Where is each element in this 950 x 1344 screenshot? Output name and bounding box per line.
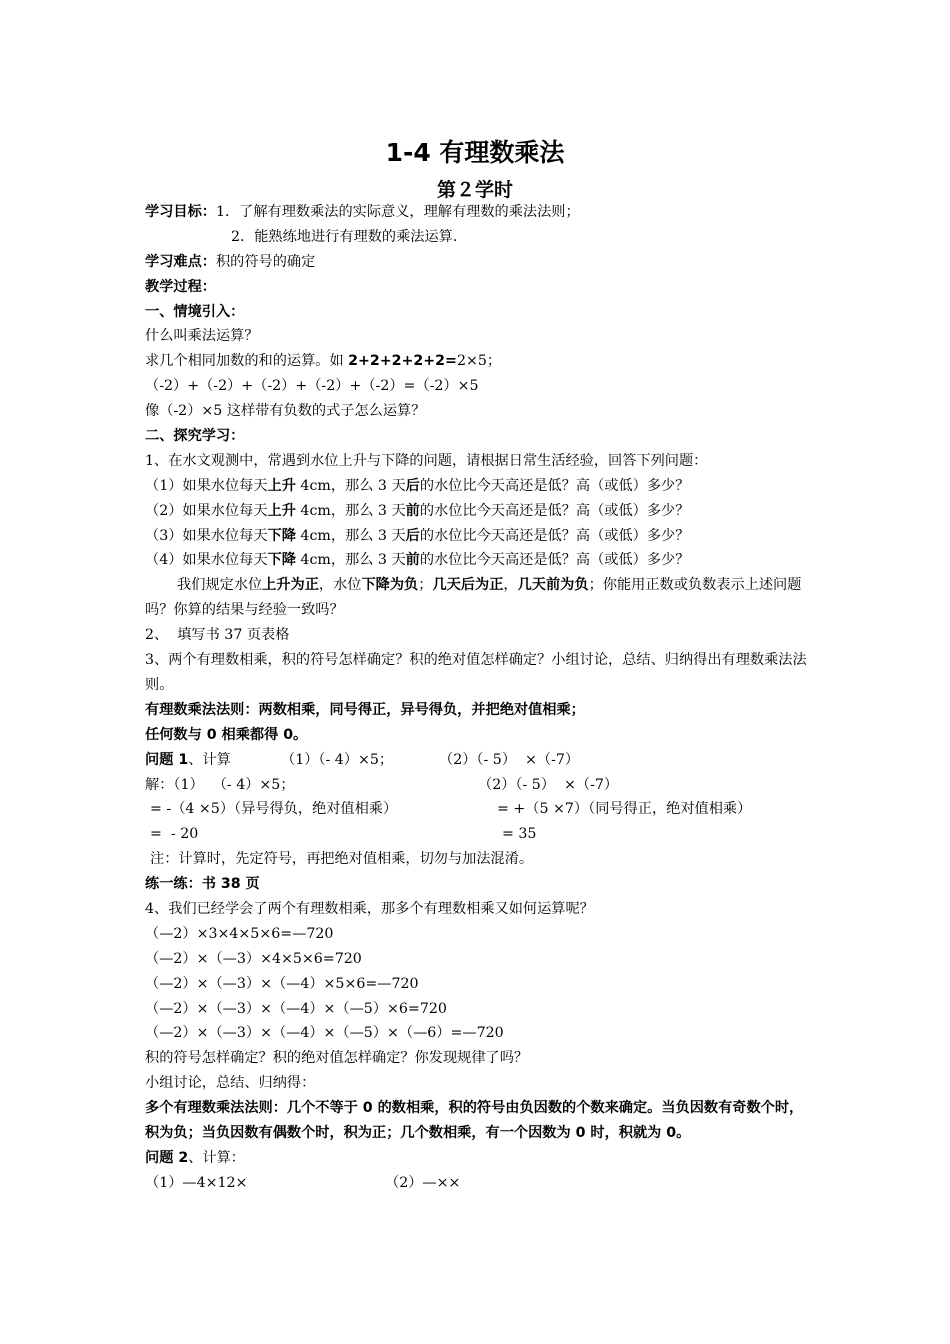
goal-item-1: 1．了解有理数乘法的实际意义，理解有理数的乘法法则；	[215, 204, 580, 220]
problem1-label: 问题 1	[145, 751, 189, 768]
problem1-expr2: （2）（- 5） ×（-7）	[439, 751, 580, 768]
question-item-text: 的水位比今天高还是低？高（或低）多少？	[419, 477, 690, 494]
goal-item-2: 2．能熟练地进行有理数的乘法运算.	[231, 228, 458, 245]
question-item-keyword: 前	[405, 502, 420, 519]
question-item-text: （1）如果水位每天	[145, 477, 268, 494]
problem2-exprs	[145, 1171, 815, 1196]
question-item-keyword: 前	[405, 552, 420, 569]
question-item-text: 4cm，那么 3 天	[295, 477, 406, 494]
question-item-1	[145, 474, 815, 499]
question-item-keyword: 上升	[267, 502, 296, 519]
question-item-3	[145, 524, 815, 549]
section1-q2-text: 求几个相同加数的和的运算。如	[145, 353, 349, 370]
section2-p2: 2、 填写书 37 页表格	[145, 627, 290, 644]
section1-q3: （-2）+（-2）+（-2）+（-2）+（-2）=（-2）×5	[145, 378, 479, 395]
question-item-keyword: 下降	[267, 552, 296, 569]
section2-heading	[145, 424, 815, 449]
goals-line-1	[145, 200, 815, 225]
rule-text: ，水位	[318, 577, 362, 594]
sign-rule-paragraph	[145, 573, 815, 623]
section4-question: 积的符号怎样确定？积的绝对值怎样确定？你发现规律了吗？	[145, 1050, 529, 1067]
section4-discuss: 小组讨论，总结、归纳得：	[145, 1075, 316, 1092]
problem2-expr1: （1）—4×12×	[145, 1174, 248, 1191]
question-item-text: 的水位比今天高还是低？高（或低）多少？	[419, 502, 690, 519]
section1-q4: 像（-2）×5 这样带有负数的式子怎么运算？	[145, 403, 426, 420]
page-title: 1-4 有理数乘法	[385, 138, 565, 167]
process-heading	[145, 275, 815, 300]
difficulty-label: 学习难点：	[145, 253, 216, 270]
section1-q2-sum: 2+2+2+2+2=	[348, 353, 457, 370]
question-item-text: 4cm，那么 3 天	[295, 552, 406, 569]
section1-heading-text: 一、情境引入：	[145, 303, 245, 320]
law-text: 任何数与 0 相乘都得 0。	[145, 726, 308, 743]
goals-label: 学习目标：	[145, 204, 216, 220]
problem1-suffix: 、计算	[188, 751, 231, 768]
question-item-text: （4）如果水位每天	[145, 552, 268, 569]
practice-text: 练一练：书 38 页	[145, 876, 260, 893]
solution-right: = +（5 ×7）（同号得正，绝对值相乘）	[497, 801, 752, 818]
solution-line-3	[145, 822, 815, 847]
question-item-keyword: 上升	[267, 477, 296, 494]
section2-heading-text: 二、探究学习：	[145, 428, 245, 445]
solution-line-1	[145, 773, 815, 798]
solution-left: 解：（1） （- 4）×5；	[145, 776, 295, 793]
solution-right: （2）（- 5） ×（-7）	[478, 776, 619, 793]
expression-row: （—2）×（—3）×4×5×6=720	[145, 950, 362, 967]
problem2-line	[145, 1146, 815, 1171]
solution-line-2	[145, 797, 815, 822]
rule-text: ；你能用正数或负数表示上述问题吗？你算的结果与经验一致吗？	[145, 577, 802, 619]
problem2-expr2: （2）—××	[385, 1174, 461, 1191]
rule-text: 我们规定水位	[177, 577, 263, 594]
multiplication-law-1	[145, 698, 815, 723]
section4-p4: 4、我们已经学会了两个有理数相乘，那多个有理数相乘又如何运算呢？	[145, 901, 594, 917]
rule-keyword: 上升为正	[262, 577, 319, 594]
problem1-line	[145, 748, 815, 773]
expression-row: （—2）×（—3）×（—4）×（—5）×（—6）=—720	[145, 1025, 504, 1042]
rule-keyword: 下降为负	[361, 577, 419, 594]
rule-keyword: 几天后为正	[432, 577, 504, 594]
section1-heading	[145, 300, 815, 325]
section2-p3: 3、两个有理数相乘，积的符号怎样确定？积的绝对值怎样确定？小组讨论，总结、归纳得出有理数乘法法则。	[145, 652, 807, 693]
question-item-keyword: 下降	[267, 527, 296, 544]
problem2-label: 问题 2	[145, 1149, 189, 1166]
difficulty-text: 积的符号的确定	[215, 253, 316, 270]
question-item-4	[145, 548, 815, 573]
rule-text: ，	[503, 577, 518, 594]
multi-factor-law	[145, 1096, 815, 1146]
problem2-suffix: 、计算：	[188, 1149, 245, 1166]
document-body	[145, 200, 815, 1196]
question-item-text: 4cm，那么 3 天	[295, 527, 406, 544]
rule-keyword: 几天前为负	[517, 577, 589, 594]
expression-row: （—2）×3×4×5×6=—720	[145, 925, 334, 942]
multiplication-law-2	[145, 723, 815, 748]
question-item-text: 的水位比今天高还是低？高（或低）多少？	[419, 552, 690, 569]
section1-q2	[145, 349, 815, 374]
question-item-text: 4cm，那么 3 天	[295, 502, 406, 519]
law-text: 有理数乘法法则：两数相乘，同号得正，异号得负，并把绝对值相乘；	[145, 701, 585, 718]
problem1-note: 注：计算时，先定符号，再把绝对值相乘，切勿与加法混淆。	[150, 851, 534, 868]
solution-left: = -（4 ×5）（异号得负，绝对值相乘）	[150, 801, 398, 818]
question-item-text: 的水位比今天高还是低？高（或低）多少？	[419, 527, 690, 544]
question-item-text: （3）如果水位每天	[145, 527, 268, 544]
question-item-keyword: 后	[405, 477, 420, 494]
question-item-keyword: 后	[405, 527, 420, 544]
problem1-expr1: （1）（- 4）×5；	[281, 751, 394, 768]
practice-line	[145, 872, 815, 897]
difficulty-line	[145, 250, 815, 275]
page-subtitle: 第２学时	[436, 179, 513, 201]
section1-q1: 什么叫乘法运算？	[145, 328, 259, 345]
rule-text: ；	[418, 577, 433, 594]
question-item-2	[145, 499, 815, 524]
expression-row: （—2）×（—3）×（—4）×5×6=—720	[145, 975, 419, 992]
section2-p1: 1、在水文观测中，常遇到水位上升与下降的问题，请根据日常生活经验，回答下列问题：	[145, 452, 708, 469]
goals-line-2	[145, 225, 815, 250]
section1-q2-product: 2×5；	[456, 353, 502, 370]
expression-row: （—2）×（—3）×（—4）×（—5）×6=720	[145, 1000, 447, 1017]
process-label: 教学过程：	[145, 278, 216, 295]
solution-left: = - 20	[150, 826, 199, 843]
solution-right: = 35	[502, 826, 537, 843]
question-item-text: （2）如果水位每天	[145, 502, 268, 519]
multi-factor-law-text: 多个有理数乘法法则：几个不等于 0 的数相乘，积的符号由负因数的个数来确定。当负因数有奇数个时，积为负；当负因数有偶数个时，积为正；几个数相乘，有一个因数为 0 时，积就为 0。	[145, 1100, 804, 1142]
